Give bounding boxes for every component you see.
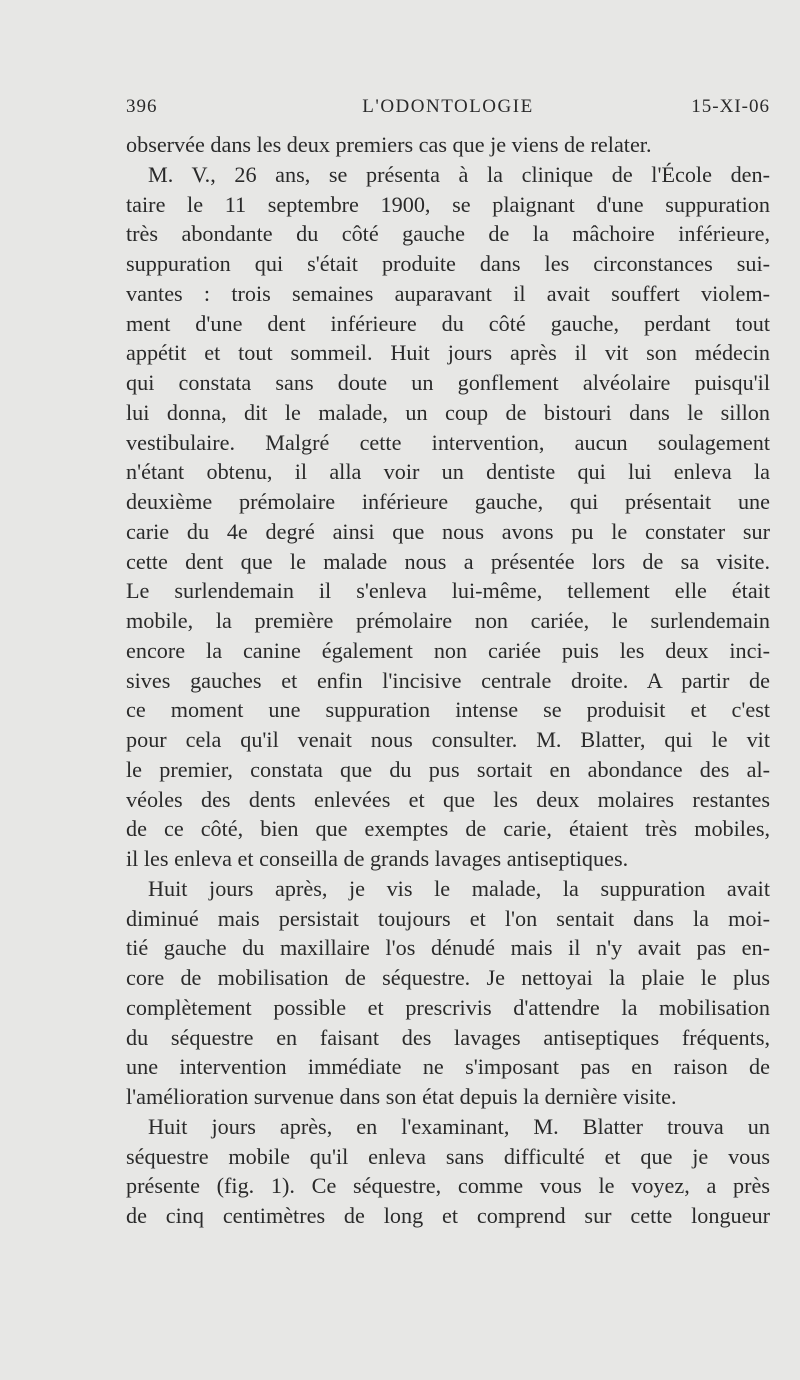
paragraph-4 (126, 1112, 770, 1231)
text-line: pour cela qu'il venait nous consulter. M. Blatter, qui le vit (126, 727, 770, 752)
text-line: ce moment une suppuration intense se produisit et c'est (126, 697, 770, 723)
text-line: taire le 11 septembre 1900, se plaignant d'une suppuration (126, 191, 770, 217)
text-line: tié gauche du maxillaire l'os dénudé mais il n'y avait pas en- (126, 935, 770, 961)
text-line: ment d'une dent inférieure du côté gauche, perdant tout (126, 310, 770, 336)
text-line: Le surlendemain il s'enleva lui-même, tellement elle était (126, 578, 770, 604)
text-line: du séquestre en faisant des lavages antiseptiques fréquents, (126, 1024, 770, 1050)
text-line: le premier, constata que du pus sortait en abondance des al- (126, 756, 770, 782)
text-line: mobile, la première prémolaire non cariée, le surlendemain (126, 608, 770, 633)
text-line: carie du 4e degré ainsi que nous avons pu le constater sur (126, 518, 770, 544)
text-line: l'amélioration survenue dans son état depuis la dernière visite. (126, 1084, 677, 1109)
text-line: Huit jours après, je vis le malade, la suppuration avait (148, 875, 770, 901)
text-line: deuxième prémolaire inférieure gauche, qui présentait une (126, 489, 770, 514)
running-header (126, 96, 770, 124)
text-line: séquestre mobile qu'il enleva sans difficulté et que je vous (126, 1143, 770, 1169)
text-line: présente (fig. 1). Ce séquestre, comme vous le voyez, a près (126, 1173, 770, 1199)
text-line: complètement possible et prescrivis d'attendre la mobilisation (126, 994, 770, 1020)
text-line: vantes : trois semaines auparavant il avait souffert violem- (126, 280, 770, 306)
text-line: de cinq centimètres de long et comprend sur cette longueur (126, 1203, 770, 1228)
text-line: encore la canine également non cariée puis les deux inci- (126, 637, 770, 663)
text-line: suppuration qui s'était produite dans les circonstances sui- (126, 251, 770, 276)
text-line: n'étant obtenu, il alla voir un dentiste qui lui enleva la (126, 459, 770, 485)
text-line: très abondante du côté gauche de la mâchoire inférieure, (126, 221, 770, 247)
text-line: diminué mais persistait toujours et l'on sentait dans la moi- (126, 905, 770, 931)
text-line: core de mobilisation de séquestre. Je nettoyai la plaie le plus (126, 965, 770, 990)
paragraph-3 (126, 874, 770, 1112)
text-line: lui donna, dit le malade, un coup de bistouri dans le sillon (126, 399, 770, 425)
text-line: vestibulaire. Malgré cette intervention, aucun soulagement (126, 429, 770, 455)
text-line: véoles des dents enlevées et que les deux molaires restantes (126, 786, 770, 812)
text-line: de ce côté, bien que exemptes de carie, étaient très mobiles, (126, 816, 770, 842)
text-line: Huit jours après, en l'examinant, M. Blatter trouva un (148, 1113, 770, 1139)
text-line: sives gauches et enfin l'incisive centrale droite. A partir de (126, 667, 770, 693)
text-line: qui constata sans doute un gonflement alvéolaire puisqu'il (126, 370, 770, 395)
text-line: il les enleva et conseilla de grands lavages antiseptiques. (126, 846, 629, 871)
running-title: L'ODONTOLOGIE (362, 96, 534, 117)
text-line: cette dent que le malade nous a présentée lors de sa visite. (126, 548, 770, 574)
text-line: observée dans les deux premiers cas que je viens de relater. (126, 132, 652, 157)
body-text (126, 130, 770, 1231)
paragraph-1 (126, 130, 770, 160)
page-number: 396 (126, 96, 158, 117)
text-line: M. V., 26 ans, se présenta à la clinique de l'École den- (148, 161, 770, 187)
issue-date: 15-XI-06 (691, 96, 770, 117)
text-line: appétit et tout sommeil. Huit jours après il vit son médecin (126, 340, 770, 366)
text-line: une intervention immédiate ne s'imposant pas en raison de (126, 1054, 770, 1080)
paragraph-2 (126, 160, 770, 874)
